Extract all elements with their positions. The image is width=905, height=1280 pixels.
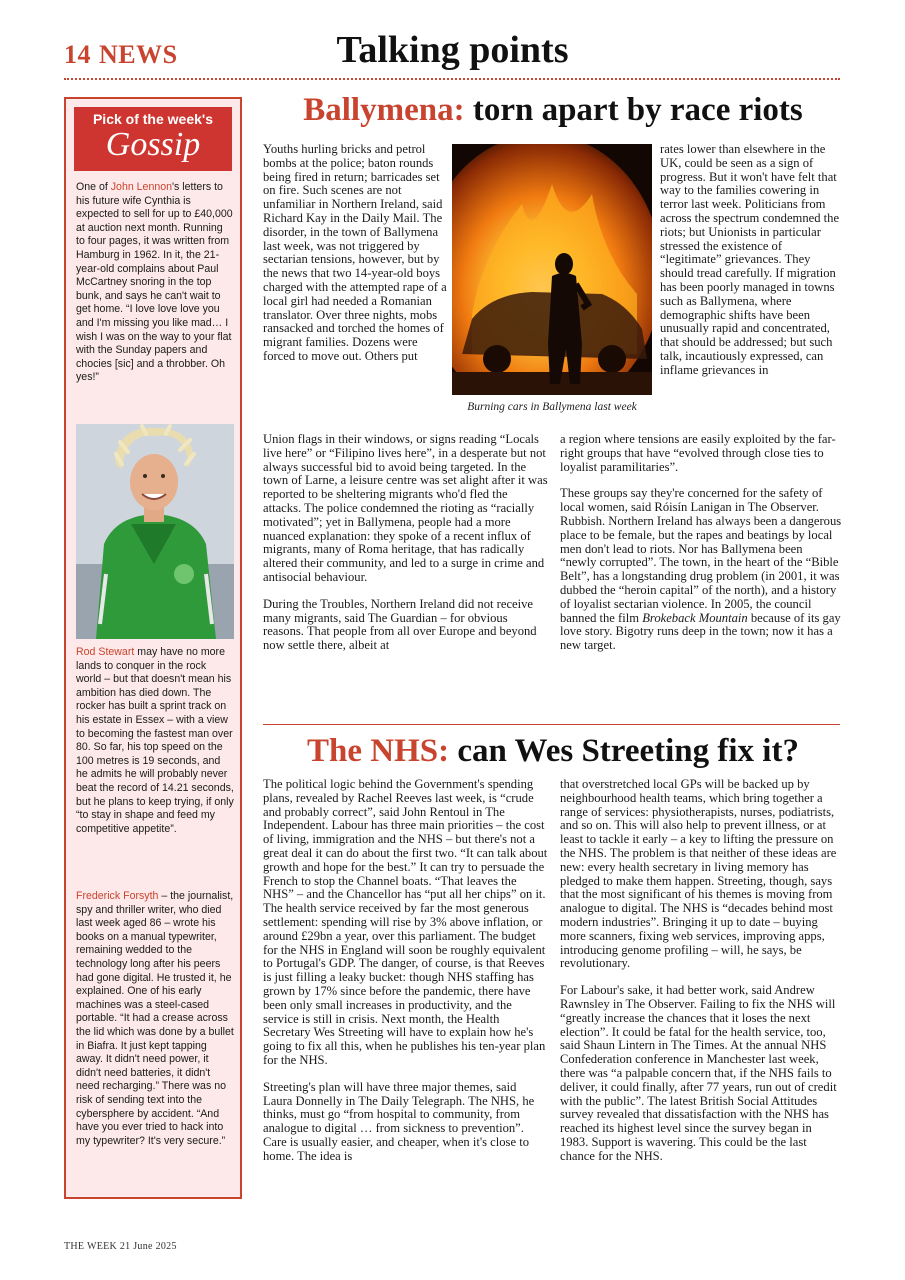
section-label: NEWS bbox=[99, 40, 178, 69]
gossip-label: Gossip bbox=[105, 126, 201, 163]
article1-col1-cont: Union flags in their windows, or signs reading “Locals live here” or “Filipino lives here”, in a desperate but not always successful bid to avoid being targeted. In the town of Larne, a leisure centre was set alight after it was reported to be sheltering migrants who'd fled the attacks. The police condemned the rioting as “racially motivated”; yet in Ballymena, people had a more nuanced explanation: they spoke of a recent influx of migrants, many of Roma heritage, that has radically altered their community, and led to a surge in crime and antisocial behaviour. bbox=[263, 432, 548, 584]
gossip-banner bbox=[74, 107, 232, 171]
gossip-text-lennon: 's letters to his future wife Cynthia is expected to sell for up to £40,000 at auction next month. Running to four pages, it was written from Hamburg in 1962. In it, the 21-year-old complains about Paul McCartney snoring in the top bunk, and says he can't wait to get home. “I love love love you and I'm missing you like mad… I wish I was on the way to your flat with the Sunday papers and chocies [sic] and a throbber. Oh yes!” bbox=[76, 181, 233, 384]
article2-col2-p2: For Labour's sake, it had better work, said Andrew Rawnsley in The Observer. Failing to fix the NHS will “greatly increase the chances that it loses the next election”. It could be fatal for the health service, too, said Shaun Lintern in The Times. At the annual NHS Confederation conference in Manchester last week, there was “a palpable concern that, if the NHS fails to deliver, it could finally, after 77 years, run out of credit with the public”. The latest British Social Attitudes survey revealed that dissatisfaction with the NHS has reached its highest level since the survey began in 1983. Support is wavering. This could be the last chance for the NHS. bbox=[560, 983, 837, 1163]
article-divider bbox=[263, 724, 840, 725]
rod-stewart-illustration bbox=[76, 424, 234, 639]
gossip-name-stewart: Rod Stewart bbox=[76, 646, 135, 658]
article1-headline-red: Ballymena: bbox=[303, 92, 465, 128]
photo-caption: Burning cars in Ballymena last week bbox=[467, 401, 637, 413]
article1-col2-cont: a region where tensions are easily exploited by the far-right groups that have “evolved through close ties to loyalist paramilitaries”. bbox=[560, 432, 836, 474]
article1-col2-bottom bbox=[560, 433, 842, 666]
article1-col1-p2: During the Troubles, Northern Ireland did not receive many migrants, said The Guardian – for obvious reasons. That people from all over Europe and beyond now settle there, albeit at bbox=[263, 596, 537, 653]
article2-headline-red: The NHS: bbox=[307, 733, 450, 769]
article1-col2-p2-b: because of its gay love story. Bigotry runs deep in the town; now it has a new target. bbox=[560, 610, 841, 653]
gossip-name-forsyth: Frederick Forsyth bbox=[76, 890, 159, 902]
article1-col1-bottom bbox=[263, 433, 548, 666]
article1-col1-para: Youths hurling bricks and petrol bombs at the police; baton rounds being fired in return; barricades set on fire. Such scenes are not unfamiliar in Northern Ireland, said Richard Kay in the Daily Mail. The disorder, in the town of Ballymena last week, was not triggered by sectarian tensions, however, but by the news that two 14-year-old boys charged with the attempted rape of a local girl had needed a Romanian translator. Over three nights, mobs ransacked and torched the homes of migrant families. Dozens were forced to move out. Others put bbox=[263, 142, 447, 363]
burning-car-photo bbox=[452, 144, 652, 395]
article1-col1-top bbox=[263, 143, 449, 377]
gossip-text-stewart: may have no more lands to conquer in the rock world – but that doesn't mean his ambition has died down. The rocker has built a sprint track on his estate in Essex – with a view to becoming the fastest man over 80. So far, his top speed on the 100 metres is 19 seconds, and he admits he will probably never beat the record of 14.21 seconds, but he plans to keep trying, if only “to stay in shape and feed my competitive appetite”. bbox=[76, 646, 234, 835]
article1-col2-top bbox=[660, 143, 842, 391]
page-title: Talking points bbox=[336, 29, 569, 71]
article1-col2-p2 bbox=[560, 487, 842, 653]
burning-car-illustration bbox=[452, 144, 652, 395]
article1-headline bbox=[263, 92, 843, 129]
article1-col2-para: rates lower than elsewhere in the UK, could be seen as a sign of progress. But it won't have felt that way to the families cowering in terror last week. Politicians from across the spectrum condemned the riots; but Unionists in particular stressed the existence of “legitimate” grievances. They should tread carefully. If migration has been poorly managed in towns such as Ballymena, where demographic shifts have been unusually rapid and concentrated, that should be addressed; but such talk, incautiously expressed, can inflame grievances in bbox=[660, 142, 840, 377]
gossip-item-lennon-pre: One of bbox=[76, 181, 111, 193]
article2-col1-p2: Streeting's plan will have three major themes, said Laura Donnelly in The Daily Telegraph. The NHS, he thinks, must go “from hospital to community, from analogue to digital … from sickness to prevention”. Care is usually easier, and cheaper, when it's close to home. The idea is bbox=[263, 1079, 535, 1163]
article2-col1 bbox=[263, 778, 548, 1177]
gossip-text-forsyth: – the journalist, spy and thriller writer, who died last week aged 86 – wrote his books on a manual typewriter, remaining wedded to the technology long after his peers had gone digital. He trusted it, he explained. One of his early machines was a steel-cased portable. “It had a crease across the lid which was done by a bullet in Biafra. It just kept tapping away. It didn't need power, it didn't need batteries, it didn't need recharging.” There was no risk of sending text into the cybersphere by accident. “And have you ever tried to hack into my typewriter? It's very secure.” bbox=[76, 890, 234, 1147]
rod-stewart-photo bbox=[76, 424, 234, 639]
header-divider bbox=[64, 78, 840, 80]
article2-headline-rest: can Wes Streeting fix it? bbox=[449, 733, 799, 769]
gossip-item-lennon bbox=[76, 181, 234, 385]
article2-col2 bbox=[560, 778, 842, 1177]
gossip-name-lennon: John Lennon bbox=[110, 181, 173, 193]
film-title: Brokeback Mountain bbox=[642, 610, 748, 625]
page-number: 14 bbox=[64, 40, 91, 69]
article1-headline-rest: torn apart by race riots bbox=[464, 92, 803, 128]
article2-headline bbox=[263, 733, 843, 770]
gossip-sidebar bbox=[64, 97, 242, 1199]
gossip-item-forsyth bbox=[76, 890, 234, 1148]
gossip-item-stewart bbox=[76, 646, 234, 836]
article2-col1-p1: The political logic behind the Government's spending plans, revealed by Rachel Reeves last week, is “crude and probably correct”, said John Rentoul in The Independent. Labour has three main priorities – the cost of living, immigration and the NHS – but there's not a great deal it can do about the first two. “It can talk about growth and hope for the best.” It can try to persuade the French to stop the Channel boats. “That leaves the NHS” – and the Chancellor has “put all her chips” on it. The health service received by far the most generous settlement: spending will rise by 3% above inflation, or around £29bn a year, over this parliament. The budget for the NHS in England will soon be roughly equivalent to Portugal's GDP. The danger, of course, is that Reeves is just filling a leaky bucket: though NHS staffing has grown by 17% since before the pandemic, there have been only small increases in productivity, and the service is still in crisis. Next month, the Health Secretary Wes Streeting will have to explain how he's going to fix all this, when he publishes his ten-year plan for the NHS. bbox=[263, 777, 548, 1067]
article1-col2-p2-a: These groups say they're concerned for the safety of local women, said Róisín Lanigan in The Observer. Rubbish. Northern Ireland has always been a dangerous place to be female, but the rapes and beatings by local men don't lead to riots. Nor has Ballymena been “newly corrupted”. The town, in the heart of the “Bible Belt”, has a longstanding drug problem (in 2001, it was dubbed the “heroin capital” of the north), and a history of loyalist sectarian violence. In 2005, the council banned the film bbox=[560, 486, 842, 625]
pick-of-week-label: Pick of the week's bbox=[92, 111, 214, 127]
article2-col2-p1: that overstretched local GPs will be backed up by neighbourhood health teams, which bring together a range of services: physiotherapists, nurses, podiatrists, and so on. This will also help to prevent illness, or at least to tackle it early – a key to lifting the pressure on the NHS. The problem is that neither of these ideas are new: every health secretary in living memory has pledged to make them happen. Streeting, though, says that the most significant of his themes is moving from analogue to digital. The NHS is “decades behind most modern industries”. Bringing it up to date – buying more scanners, fixing web services, improving apps, introducing genome profiling – will, he says, be revolutionary. bbox=[560, 777, 837, 971]
footer-issue-date: THE WEEK 21 June 2025 bbox=[64, 1241, 177, 1252]
